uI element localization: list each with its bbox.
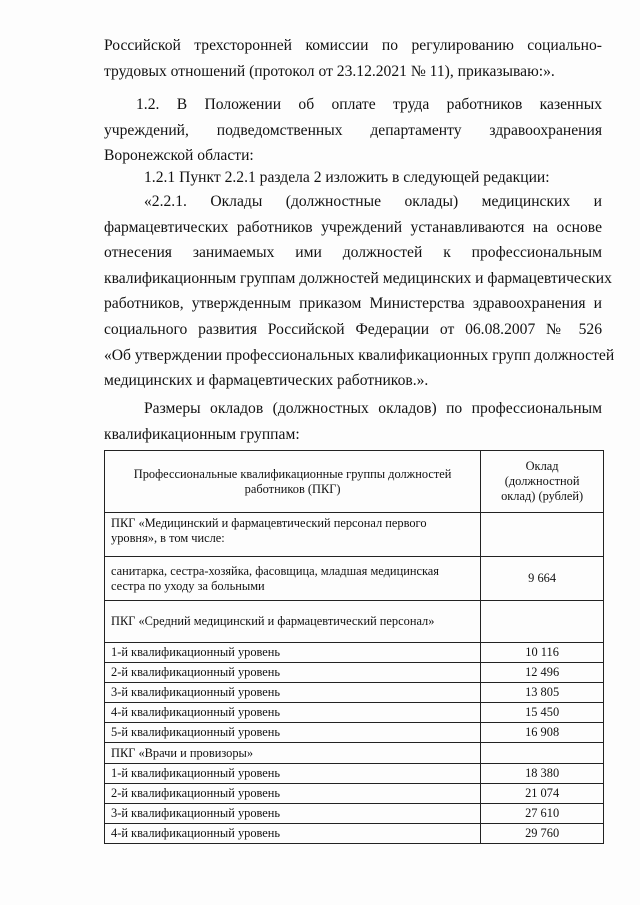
text-line: квалификационным группам должностей медицинских и фармацевтических <box>104 269 612 287</box>
text-line: 1.2.1 Пункт 2.2.1 раздела 2 изложить в следующей редакции: <box>144 169 550 186</box>
salary-value: 16 908 <box>481 723 604 743</box>
level-name: 3-й квалификационный уровень <box>105 683 481 703</box>
header-salary: Оклад (должностной оклад) (рублей) <box>481 451 604 513</box>
paragraph-1-2 <box>104 92 602 169</box>
table-row <box>105 557 604 601</box>
table-row <box>105 703 604 723</box>
table-row <box>105 764 604 784</box>
text-line: квалификационным группам: <box>104 425 300 443</box>
header-pkg: Профессиональные квалификационные группы должностей работников (ПКГ) <box>105 451 481 513</box>
level-name: 5-й квалификационный уровень <box>105 723 481 743</box>
salary-value: 27 610 <box>481 804 604 824</box>
table-row <box>105 824 604 844</box>
group-title: ПКГ «Средний медицинский и фармацевтический персонал» <box>105 601 481 643</box>
salary-value: 18 380 <box>481 764 604 784</box>
table-row <box>105 723 604 743</box>
group-empty-cell <box>481 743 604 764</box>
text-line: «2.2.1. Оклады (должностные оклады) медицинских и <box>144 193 602 210</box>
salary-table <box>104 450 604 844</box>
text-line: Размеры окладов (должностных окладов) по профессиональным <box>144 400 602 417</box>
salary-value: 29 760 <box>481 824 604 844</box>
level-name: 4-й квалификационный уровень <box>105 824 481 844</box>
salary-value: 9 664 <box>481 557 604 601</box>
position-name: санитарка, сестра-хозяйка, фасовщица, младшая медицинская сестра по уходу за больными <box>105 557 481 601</box>
table-row <box>105 784 604 804</box>
group-empty-cell <box>481 513 604 557</box>
salary-value: 12 496 <box>481 663 604 683</box>
salary-value: 15 450 <box>481 703 604 723</box>
text-line: Российской трехсторонней комиссии по регулированию социально- <box>104 37 602 54</box>
table-header-row <box>105 451 604 513</box>
table-group-row <box>105 513 604 557</box>
group-title: ПКГ «Врачи и провизоры» <box>105 743 481 764</box>
text-line: социального развития Российской Федерации от 06.08.2007 № 526 <box>104 320 602 338</box>
text-line: «Об утверждении профессиональных квалификационных групп должностей <box>104 346 615 364</box>
level-name: 3-й квалификационный уровень <box>105 804 481 824</box>
text-line: отнесения занимаемых ими должностей к профессиональным <box>104 244 602 262</box>
text-line: трудовых отношений (протокол от 23.12.2021 № 11), приказываю:». <box>104 62 555 80</box>
paragraph-sizes <box>104 396 602 447</box>
table-group-row <box>105 743 604 764</box>
text-line: фармацевтических работников учреждений устанавливаются на основе <box>104 218 602 236</box>
table-row <box>105 643 604 663</box>
salary-value: 13 805 <box>481 683 604 703</box>
paragraph-1-2-1 <box>104 165 602 191</box>
text-line: медицинских и фармацевтических работников.». <box>104 372 429 390</box>
salary-value: 10 116 <box>481 643 604 663</box>
group-title: ПКГ «Медицинский и фармацевтический персонал первого уровня», в том числе: <box>105 513 481 557</box>
level-name: 1-й квалификационный уровень <box>105 643 481 663</box>
level-name: 2-й квалификационный уровень <box>105 663 481 683</box>
table-row <box>105 663 604 683</box>
text-line: 1.2. В Положении об оплате труда работников казенных <box>136 96 602 113</box>
level-name: 1-й квалификационный уровень <box>105 764 481 784</box>
level-name: 4-й квалификационный уровень <box>105 703 481 723</box>
level-name: 2-й квалификационный уровень <box>105 784 481 804</box>
text-line: работников, утвержденным приказом Министерства здравоохранения и <box>104 295 602 313</box>
paragraph-intro <box>104 33 602 84</box>
paragraph-2-2-1 <box>104 189 615 394</box>
text-line: учреждений, подведомственных департаменту здравоохранения <box>104 121 602 139</box>
group-empty-cell <box>481 601 604 643</box>
salary-value: 21 074 <box>481 784 604 804</box>
table-row <box>105 804 604 824</box>
text-line: Воронежской области: <box>104 147 254 165</box>
table-group-row <box>105 601 604 643</box>
table-row <box>105 683 604 703</box>
